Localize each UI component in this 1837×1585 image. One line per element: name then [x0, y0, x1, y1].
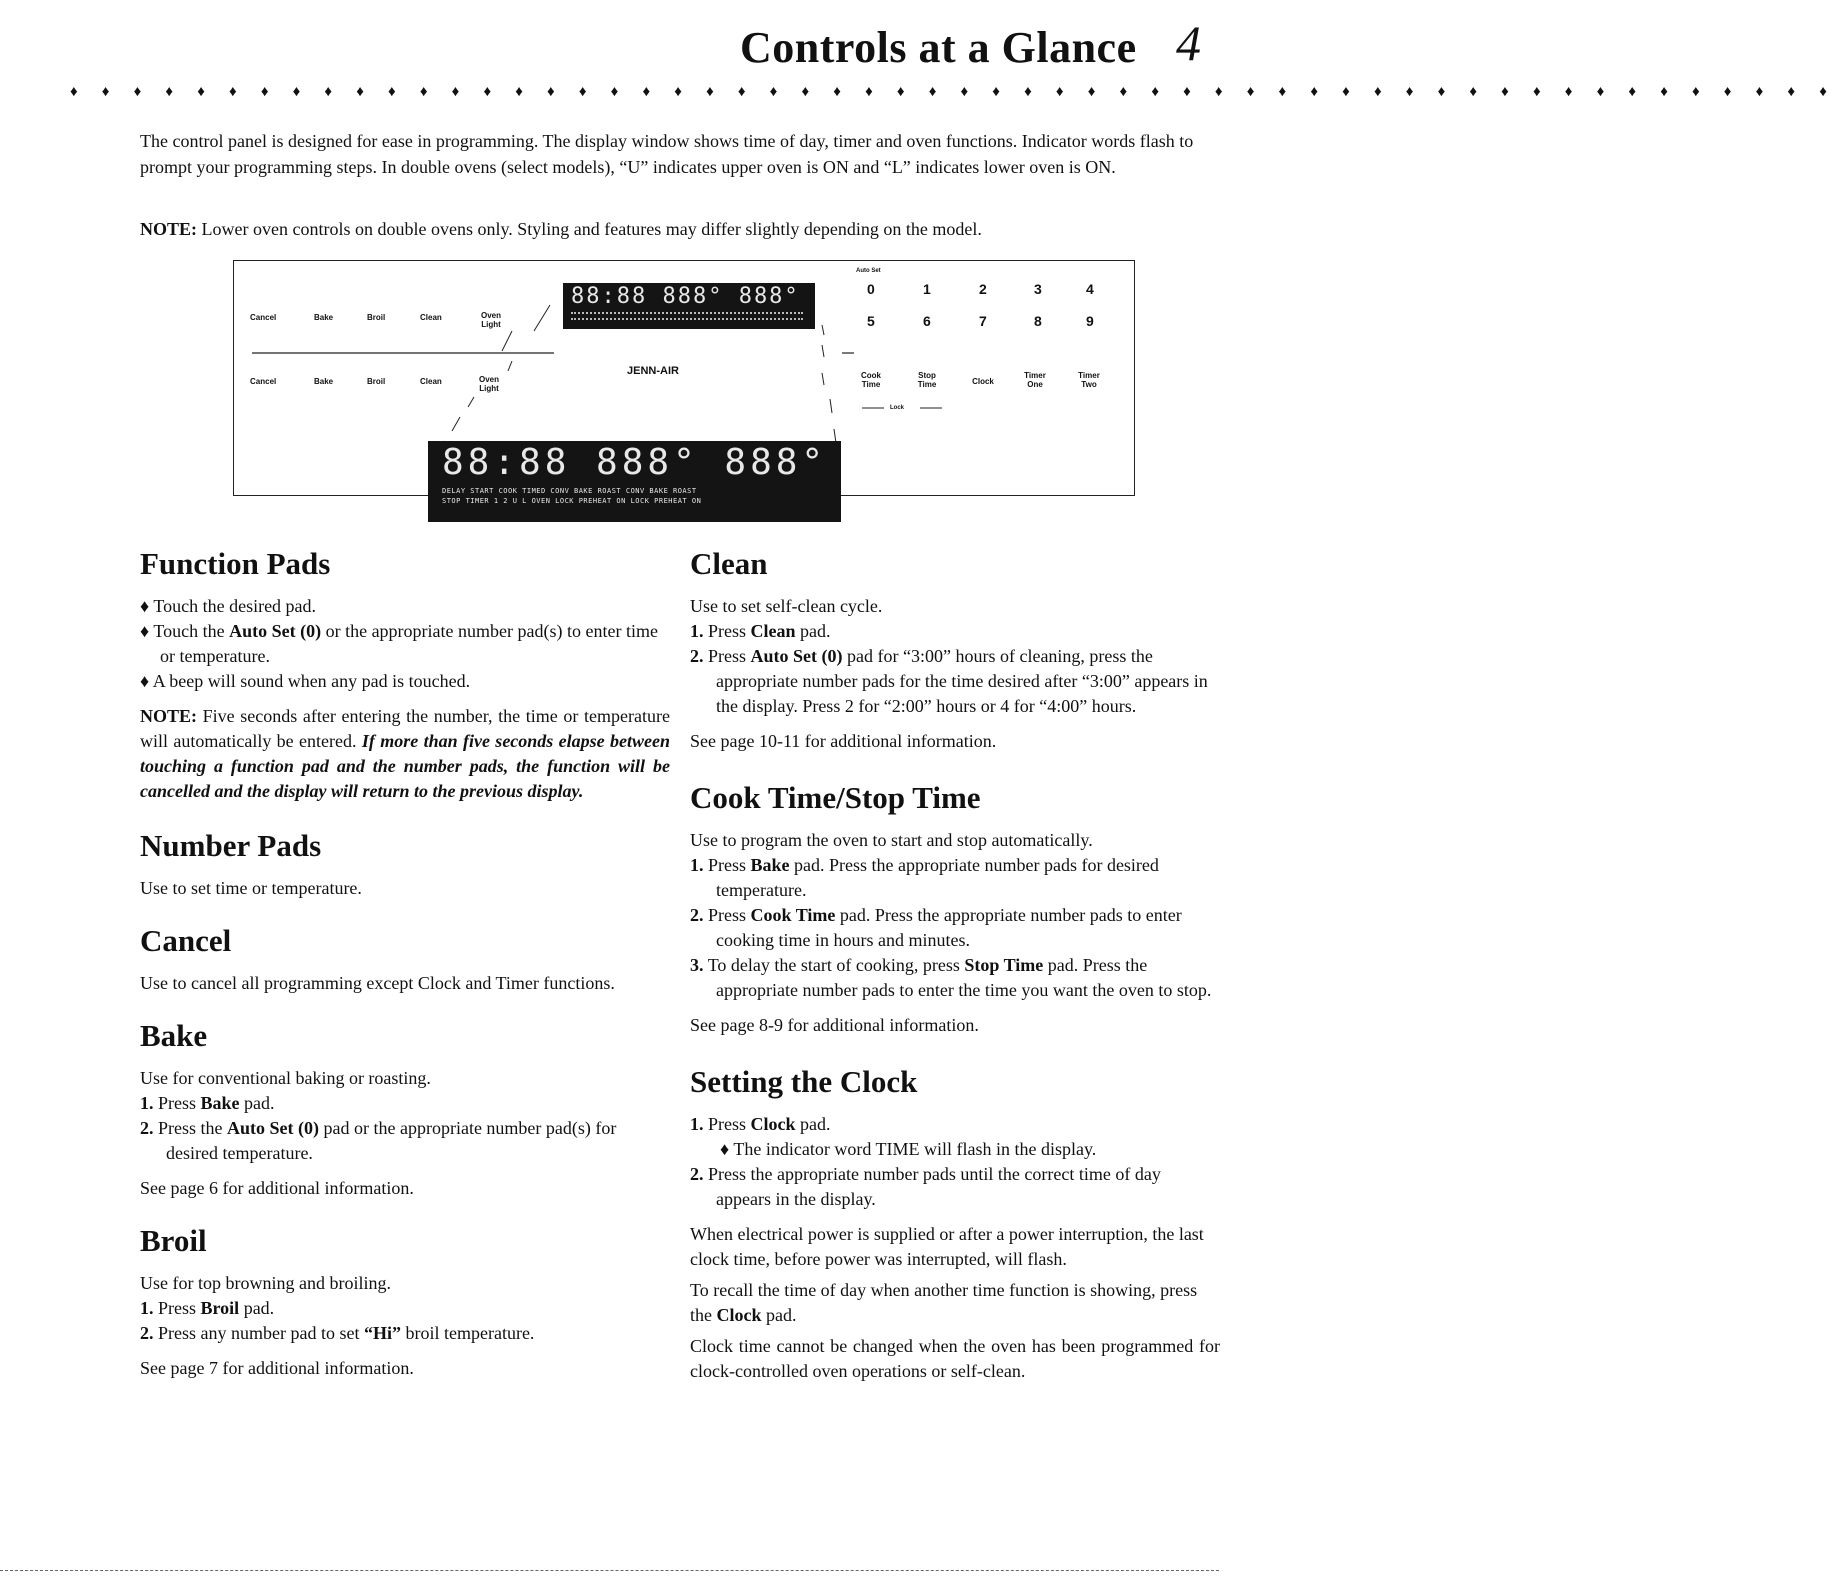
function-pads-note: NOTE: Five seconds after entering the number, the time or temperature will automatically be entered. If more than five seconds elapse between touching a function pad and the number pads, the function will be cancelled and the display will return to the previous display.: [140, 706, 670, 801]
upper-broil-pad: Broil: [367, 313, 386, 322]
function-pads-section: [140, 546, 670, 804]
cancel-text: Use to cancel all programming except Clock and Timer functions.: [140, 973, 615, 993]
page-number: 4: [1176, 15, 1201, 71]
timer-one-pad: Timer One: [1024, 371, 1046, 389]
bullet-item: ♦ Touch the Auto Set (0) or the appropriate number pad(s) to enter time or temperature.: [140, 621, 658, 666]
stop-time-pad: Stop Time: [917, 371, 937, 389]
broil-section: [140, 1223, 670, 1381]
upper-display-indicators: [571, 312, 803, 320]
note-label: NOTE:: [140, 219, 198, 239]
bullet-item: ♦ A beep will sound when any pad is touched.: [140, 671, 471, 691]
bake-see-page: See page 6 for additional information.: [140, 1178, 414, 1198]
left-column: [140, 546, 670, 1403]
list-item: 1. Press Clean pad.: [690, 621, 831, 641]
right-column: [690, 546, 1220, 1406]
list-item: 2. Press Cook Time pad. Press the appropriate number pads to enter cooking time in hours and minutes.: [690, 905, 1182, 950]
number-pad-5: 5: [867, 313, 875, 329]
list-item: 1. Press Bake pad. Press the appropriate number pads for desired temperature.: [690, 855, 1159, 900]
function-pads-heading: Function Pads: [140, 546, 331, 581]
clean-see-page: See page 10-11 for additional information.: [690, 731, 997, 751]
upper-oven-light-pad: Oven Light: [480, 311, 501, 329]
cook-stop-see-page: See page 8-9 for additional information.: [690, 1015, 979, 1035]
clock-paragraph: Clock time cannot be changed when the oven has been programmed for clock-controlled oven operations or self-clean.: [690, 1336, 1220, 1381]
bake-section: [140, 1018, 670, 1201]
intro-note: [140, 216, 1220, 242]
clean-text: Use to set self-clean cycle.: [690, 596, 883, 616]
lower-bake-pad: Bake: [314, 377, 334, 386]
broil-text: Use for top browning and broiling.: [140, 1273, 391, 1293]
lower-display-indicators-row2: STOP TIMER 1 2 U L OVEN LOCK PREHEAT ON LOCK PREHEAT ON: [442, 497, 702, 505]
clean-heading: Clean: [690, 546, 768, 581]
sub-bullet: ♦ The indicator word TIME will flash in the display.: [720, 1139, 1097, 1159]
lower-cancel-pad: Cancel: [250, 377, 277, 386]
list-item: 3. To delay the start of cooking, press Stop Time pad. Press the appropriate number pads to enter the time you want the oven to stop.: [690, 955, 1212, 1000]
lower-clean-pad: Clean: [420, 377, 442, 386]
cook-stop-text: Use to program the oven to start and stop automatically.: [690, 830, 1093, 850]
lower-broil-pad: Broil: [367, 377, 386, 386]
number-pads-heading: Number Pads: [140, 828, 322, 863]
clock-paragraph: To recall the time of day when another time function is showing, press the Clock pad.: [690, 1280, 1198, 1325]
upper-cancel-pad: Cancel: [250, 313, 277, 322]
brand-logo: JENN-AIR: [627, 365, 679, 377]
upper-clean-pad: Clean: [420, 313, 442, 322]
lower-oven-light-pad: Oven Light: [478, 375, 499, 393]
list-item: 2. Press any number pad to set “Hi” broil temperature.: [140, 1323, 535, 1343]
cook-time-pad: Cook Time: [861, 371, 881, 389]
diamond-rule: ♦ ♦ ♦ ♦ ♦ ♦ ♦ ♦ ♦ ♦ ♦ ♦ ♦ ♦ ♦ ♦ ♦ ♦ ♦ ♦ ♦ ♦ ♦ ♦ ♦ ♦ ♦ ♦ ♦ ♦ ♦ ♦ ♦ ♦ ♦ ♦ ♦ ♦ ♦ ♦ ♦ ♦ ♦ ♦ ♦ ♦ ♦ ♦ ♦ ♦ ♦ ♦ ♦ ♦ ♦ ♦: [70, 84, 1837, 100]
broil-see-page: See page 7 for additional information.: [140, 1358, 414, 1378]
note-text: Lower oven controls on double ovens only. Styling and features may differ slightly depending on the model.: [197, 219, 982, 239]
upper-bake-pad: Bake: [314, 313, 334, 322]
number-pads-section: [140, 828, 670, 901]
bake-heading: Bake: [140, 1018, 208, 1053]
number-pad-7: 7: [979, 313, 987, 329]
clock-heading: Setting the Clock: [690, 1064, 918, 1099]
page-title: Controls at a Glance: [740, 23, 1137, 72]
bottom-rule: [0, 1570, 1219, 1571]
number-pad-9: 9: [1086, 313, 1094, 329]
timer-two-pad: Timer Two: [1078, 371, 1100, 389]
cook-stop-section: [690, 780, 1220, 1038]
list-item: 1. Press Broil pad.: [140, 1298, 275, 1318]
clock-paragraph: When electrical power is supplied or after a power interruption, the last clock time, before power was interrupted, will flash.: [690, 1224, 1204, 1269]
list-item: 2. Press Auto Set (0) pad for “3:00” hours of cleaning, press the appropriate number pads for the time desired after “3:00” appears in the display. Press 2 for “2:00” hours or 4 for “4:00” hours.: [690, 646, 1208, 716]
number-pad-2: 2: [979, 281, 987, 297]
list-item: 1. Press Clock pad.: [690, 1114, 831, 1134]
lower-display-indicators-row1: DELAY START COOK TIMED CONV BAKE ROAST CONV BAKE ROAST: [442, 487, 697, 495]
lower-display-digits: 88:88 888° 888°: [442, 442, 828, 483]
lock-label: Lock: [890, 405, 905, 411]
list-item: 2. Press the Auto Set (0) pad or the appropriate number pad(s) for desired temperature.: [140, 1118, 617, 1163]
upper-display-digits: 88:88 888° 888°: [571, 284, 800, 309]
number-pads-text: Use to set time or temperature.: [140, 878, 362, 898]
cancel-section: [140, 923, 670, 996]
number-pad-6: 6: [923, 313, 931, 329]
number-pad-3: 3: [1034, 281, 1042, 297]
number-pad-0: 0: [867, 281, 875, 297]
broil-heading: Broil: [140, 1223, 207, 1258]
list-item: 2. Press the appropriate number pads until the correct time of day appears in the display.: [690, 1164, 1161, 1209]
clock-section: [690, 1064, 1220, 1384]
bullet-item: ♦ Touch the desired pad.: [140, 596, 317, 616]
number-pad-4: 4: [1086, 281, 1094, 297]
number-pad-8: 8: [1034, 313, 1042, 329]
intro-paragraph: The control panel is designed for ease in programming. The display window shows time of day, timer and oven functions. Indicator words flash to prompt your programming steps. In double ovens (select models), “U” indicates upper oven is ON and “L” indicates lower oven is ON.: [140, 131, 1194, 177]
list-item: 1. Press Bake pad.: [140, 1093, 275, 1113]
clock-pad: Clock: [972, 377, 994, 386]
cancel-heading: Cancel: [140, 923, 232, 958]
lower-display-enlarged: [428, 441, 841, 522]
number-pad-1: 1: [923, 281, 931, 297]
upper-oven-display: [563, 283, 815, 329]
cook-stop-heading: Cook Time/Stop Time: [690, 780, 981, 815]
clean-section: [690, 546, 1220, 754]
auto-set-label: Auto Set: [856, 268, 881, 274]
bake-text: Use for conventional baking or roasting.: [140, 1068, 431, 1088]
